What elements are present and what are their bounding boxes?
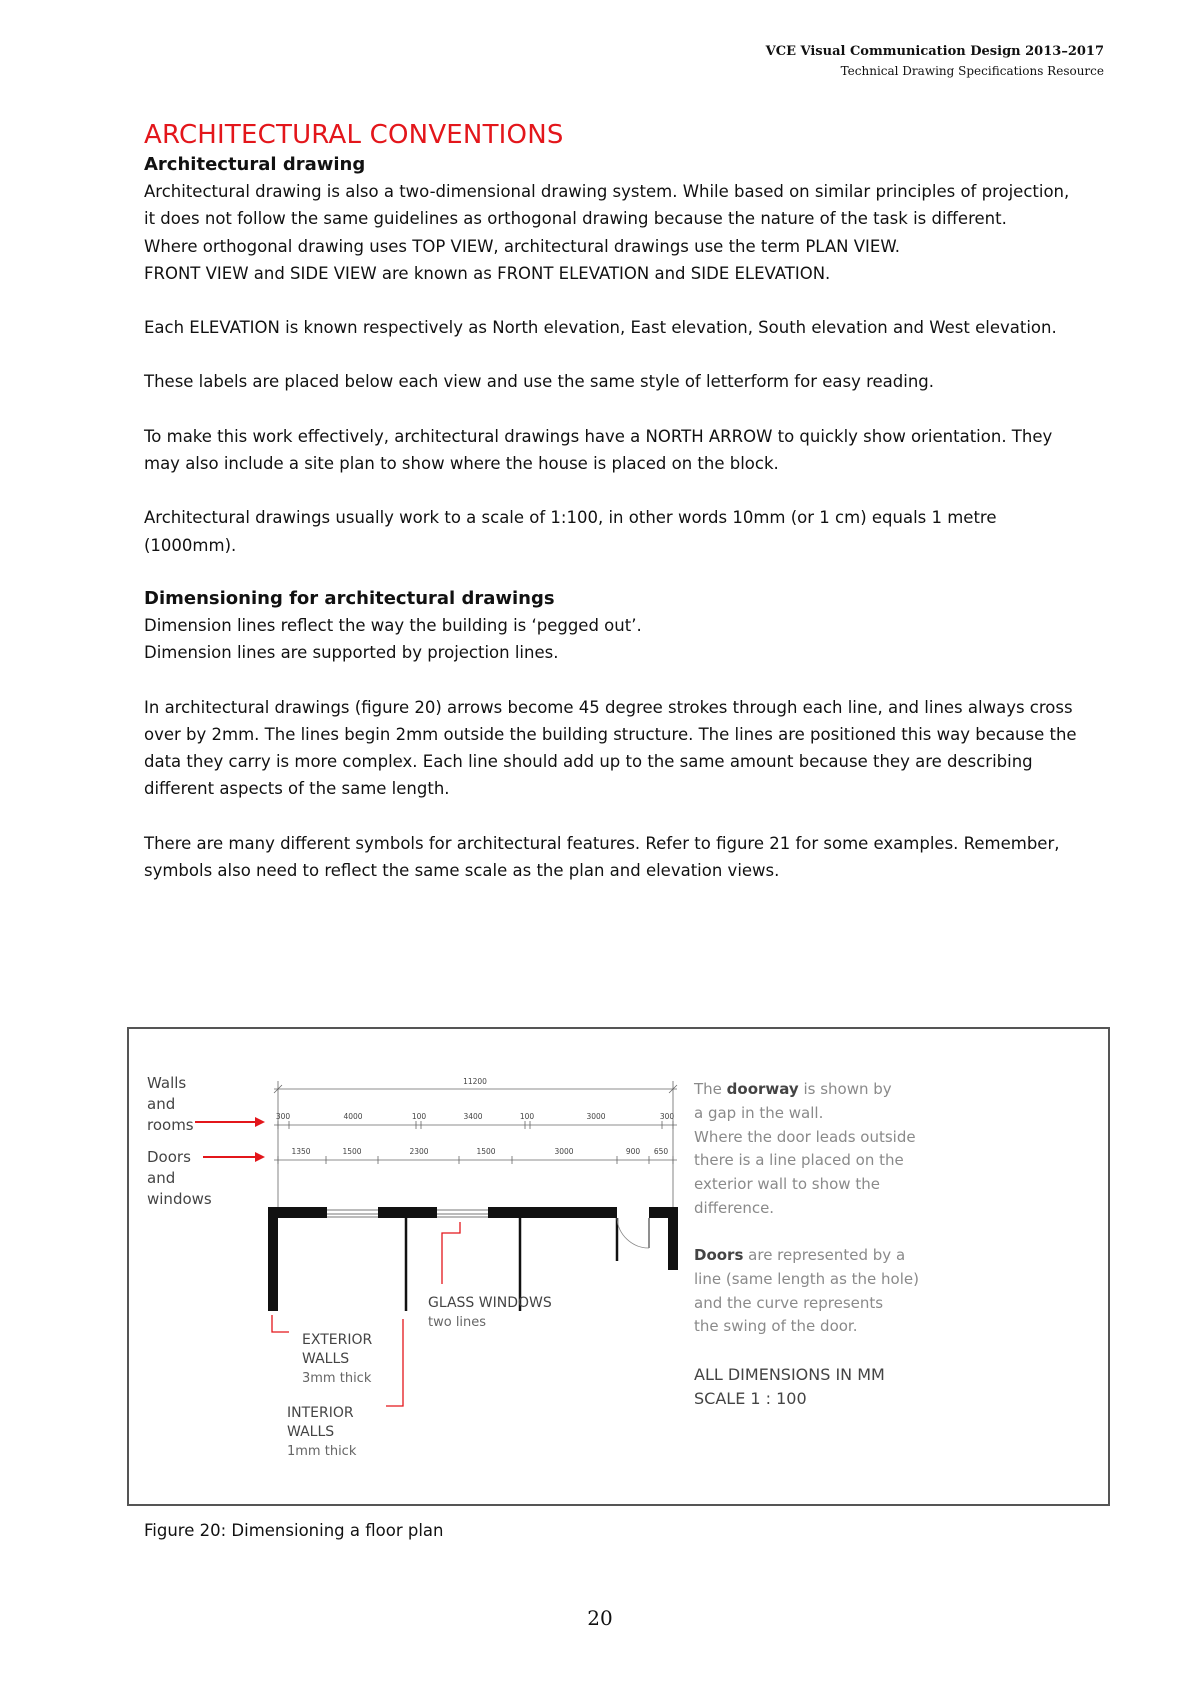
paragraph: FRONT VIEW and SIDE VIEW are known as FRONT ELEVATION and SIDE ELEVATION. — [144, 263, 831, 283]
window — [327, 1210, 378, 1217]
dim-row2: 1500 — [476, 1147, 496, 1156]
paragraph: These labels are placed below each view and use the same style of letterform for easy reading. — [144, 372, 935, 392]
page-content — [144, 118, 1084, 884]
dim-row1: 300 — [659, 1112, 675, 1121]
label-walls: Walls — [147, 1074, 187, 1092]
section-title: ARCHITECTURAL CONVENTIONS — [144, 120, 564, 150]
callout-interior-walls: WALLS — [287, 1424, 335, 1440]
red-arrow-icon — [203, 1152, 265, 1162]
paragraph: Dimension lines reflect the way the building is ‘pegged out’. — [144, 615, 642, 635]
callout-exterior-walls: 3mm thick — [302, 1371, 372, 1386]
callout-exterior-walls: EXTERIOR — [302, 1332, 373, 1348]
callout-glass-windows-sub: two lines — [428, 1315, 487, 1330]
subheading-architectural-drawing: Architectural drawing — [144, 154, 366, 175]
paragraph: Where orthogonal drawing uses TOP VIEW, architectural drawings use the term PLAN VIEW. — [144, 236, 900, 256]
subheading-dimensioning: Dimensioning for architectural drawings — [144, 587, 555, 609]
figure-caption: Figure 20: Dimensioning a floor plan — [144, 1521, 444, 1540]
dim-row2: 1350 — [291, 1147, 311, 1156]
dim-row1: 100 — [519, 1112, 535, 1121]
dim-row1: 3400 — [463, 1112, 483, 1121]
doorway-description: there is a line placed on the — [694, 1151, 904, 1169]
red-arrow-icon — [195, 1117, 265, 1127]
callout-glass-windows: GLASS WINDOWS — [428, 1295, 552, 1311]
callout-interior-walls: 1mm thick — [287, 1444, 357, 1459]
dim-row1: 4000 — [343, 1112, 363, 1121]
scale-note: SCALE 1 : 100 — [694, 1389, 807, 1408]
dim-row2: 2300 — [409, 1147, 429, 1156]
dim-row2: 1500 — [342, 1147, 362, 1156]
paragraph: In architectural drawings (figure 20) arrows become 45 degree strokes through each line, and lines always cross over by 2mm. The lines begin 2mm outside the building structure. The lines are positioned this way because the data they carry is more complex. Each line should add up to the same amount because they are describing different aspects of the same length. — [144, 697, 1077, 799]
label-and: and — [147, 1095, 176, 1113]
doorway-description: difference. — [694, 1199, 775, 1217]
header-title: VCE Visual Communication Design 2013–2017 — [765, 44, 1104, 59]
overall-dimension-line — [274, 1081, 677, 1211]
floor-plan-figure — [127, 1027, 1110, 1506]
paragraph: Dimension lines are supported by projection lines. — [144, 643, 559, 663]
paragraph: There are many different symbols for architectural features. Refer to figure 21 for some examples. Remember, symbols also need to reflect the same scale as the plan and elevation views. — [144, 833, 1060, 881]
dim-total: 11200 — [463, 1077, 487, 1086]
label-rooms: rooms — [147, 1116, 194, 1134]
dim-row1: 3000 — [586, 1112, 606, 1121]
label-and: and — [147, 1169, 176, 1187]
dimensions-note: ALL DIMENSIONS IN MM — [694, 1365, 885, 1384]
doorway-description: exterior wall to show the — [694, 1175, 880, 1193]
openings-dimension-line — [274, 1156, 677, 1164]
doorway-description: The doorway is shown by — [694, 1080, 892, 1098]
walls-dimension-line — [274, 1121, 677, 1129]
doors-description: Doors are represented by a — [694, 1246, 906, 1264]
dim-row2: 900 — [625, 1147, 641, 1156]
dim-row1: 300 — [275, 1112, 291, 1121]
paragraph: Each ELEVATION is known respectively as North elevation, East elevation, South elevation and West elevation. — [144, 318, 1057, 338]
page-number: 20 — [587, 1606, 613, 1630]
floor-plan-diagram — [129, 1029, 1108, 1504]
dim-row2: 3000 — [554, 1147, 574, 1156]
paragraph: To make this work effectively, architectural drawings have a NORTH ARROW to quickly show orientation. They may also include a site plan to show where the house is placed on the block. — [144, 426, 1053, 474]
paragraph: Architectural drawings usually work to a scale of 1:100, in other words 10mm (or 1 cm) equals 1 metre (1000mm). — [144, 508, 997, 555]
doorway-description: Where the door leads outside — [694, 1128, 916, 1146]
paragraph: Architectural drawing is also a two-dimensional drawing system. While based on similar principles of projection, it does not follow the same guidelines as orthogonal drawing because the nature of the task is different. — [144, 182, 1070, 229]
dim-row2: 650 — [653, 1147, 669, 1156]
label-doors: Doors — [147, 1148, 191, 1166]
callout-interior-walls: INTERIOR — [287, 1405, 354, 1421]
doorway-description: a gap in the wall. — [694, 1104, 824, 1122]
label-windows: windows — [147, 1190, 212, 1208]
callout-exterior-walls: WALLS — [302, 1351, 350, 1367]
doors-description: the swing of the door. — [694, 1317, 858, 1335]
door — [617, 1218, 649, 1248]
window — [437, 1210, 488, 1217]
header-subtitle: Technical Drawing Specifications Resource — [840, 64, 1104, 78]
dim-row1: 100 — [411, 1112, 427, 1121]
doors-description: and the curve represents — [694, 1294, 884, 1312]
doors-description: line (same length as the hole) — [694, 1270, 919, 1288]
